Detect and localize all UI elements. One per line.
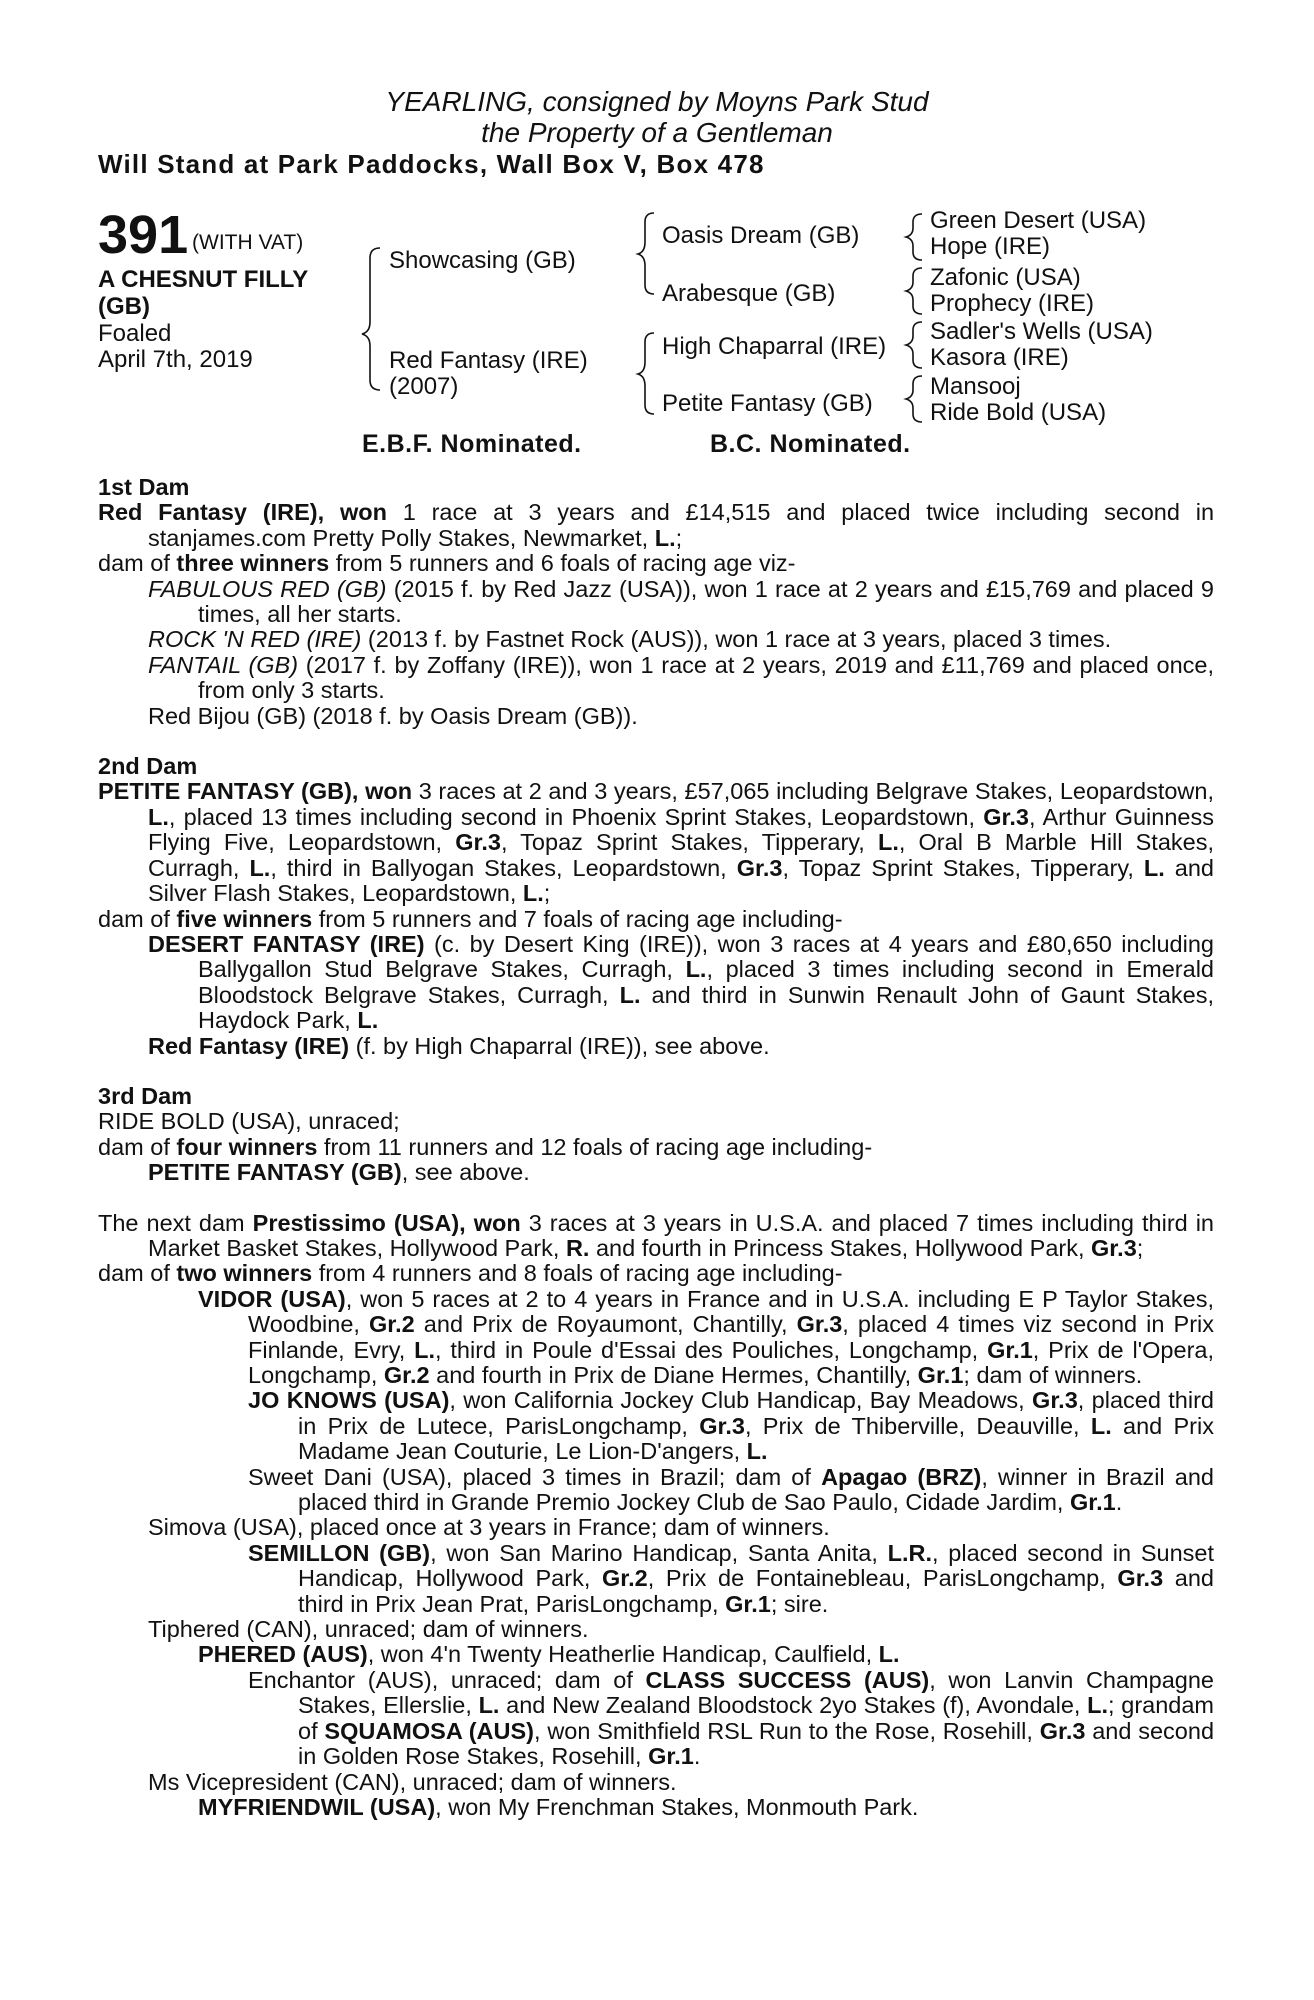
produce-phered: PHERED (AUS), won 4'n Twenty Heatherlie Handicap, Caulfield, L.	[198, 1641, 900, 1668]
produce-rock-n-red: ROCK 'N RED (IRE) (2013 f. by Fastnet Rock (AUS)), won 1 race at 3 years, placed 3 times.	[148, 626, 1112, 653]
produce-red-bijou: Red Bijou (GB) (2018 f. by Oasis Dream (GB)).	[148, 702, 638, 729]
property-line: the Property of a Gentleman	[481, 117, 833, 148]
foaled-label: Foaled	[98, 320, 172, 347]
produce-myfriendwil: MYFRIENDWIL (USA), won My Frenchman Stakes, Monmouth Park.	[198, 1793, 919, 1820]
ancestor-7: Mansooj	[930, 373, 1021, 400]
sire-brace	[638, 213, 654, 294]
second-dam-record: PETITE FANTASY (GB), won 3 races at 2 and 3 years, £57,065 including Belgrave Stakes, Leopardstown, L., placed 13 times including second in Phoenix Sprint Stakes, Leopardstown, Gr.3, Arthur Guinness Flying Five, Leopardstown, Gr.3, Topaz Sprint Stakes, Tipperary, L., Oral B Marble Hill Stakes, Curragh, L., third in Ballyogan Stakes, Leopardstown, Gr.3, Topaz Sprint Stakes, Tipperary, L. and Silver Flash Stakes, Leopardstown, L.;	[98, 778, 1214, 907]
foaled-date: April 7th, 2019	[98, 346, 253, 373]
produce-petite-fantasy: PETITE FANTASY (GB), see above.	[148, 1159, 530, 1186]
lot-number: 391	[98, 205, 189, 265]
g3-brace-2	[906, 268, 922, 314]
sire-dam: Arabesque (GB)	[662, 280, 836, 307]
next-dam-produce-summary: dam of two winners from 4 runners and 8 foals of racing age including-	[98, 1260, 843, 1287]
first-dam-record: Red Fantasy (IRE), won 1 race at 3 years and £14,515 and placed twice including second in stanjames.com Pretty Polly Stakes, Newmarket, L.;	[98, 499, 1215, 551]
produce-red-fantasy: Red Fantasy (IRE) (f. by High Chaparral (IRE)), see above.	[148, 1032, 770, 1059]
sire-name: Showcasing (GB)	[389, 247, 576, 274]
produce-tiphered: Tiphered (CAN), unraced; dam of winners.	[148, 1616, 589, 1643]
ebf-nominated: E.B.F. Nominated.	[362, 430, 582, 458]
first-dam-heading: 1st Dam	[98, 474, 190, 500]
produce-desert-fantasy: DESERT FANTASY (IRE) (c. by Desert King (IRE)), won 3 races at 4 years and £80,650 including Ballygallon Stud Belgrave Stakes, Curragh, L., placed 3 times including second in Emerald Bloodstock Belgrave Stakes, Curragh, L. and third in Sunwin Renault John of Gaunt Stakes, Haydock Park, L.	[148, 930, 1215, 1034]
third-dam-heading: 3rd Dam	[98, 1082, 193, 1109]
second-dam-produce-summary: dam of five winners from 5 runners and 7 foals of racing age including-	[98, 905, 843, 932]
produce-ms-vicepresident: Ms Vicepresident (CAN), unraced; dam of winners.	[148, 1768, 677, 1795]
ancestor-8: Ride Bold (USA)	[930, 399, 1107, 426]
g3-brace-3	[906, 322, 922, 368]
produce-semillon: SEMILLON (GB), won San Marino Handicap, Santa Anita, L.R., placed second in Sunset Handicap, Hollywood Park, Gr.2, Prix de Fontainebleau, ParisLongchamp, Gr.3 and third in Prix Jean Prat, ParisLongchamp, Gr.1; sire.	[248, 1539, 1214, 1617]
ancestor-3: Zafonic (USA)	[930, 264, 1081, 291]
second-dam-heading: 2nd Dam	[98, 753, 198, 780]
ancestor-1: Green Desert (USA)	[930, 207, 1147, 234]
catalogue-body	[98, 475, 1214, 1820]
sire-sire: Oasis Dream (GB)	[662, 222, 860, 249]
produce-vidor: VIDOR (USA), won 5 races at 2 to 4 years in France and in U.S.A. including E P Taylor Stakes, Woodbine, Gr.2 and Prix de Royaumont, Chantilly, Gr.3, placed 4 times viz second in Prix Finlande, Evry, L., third in Poule d'Essai des Pouliches, Longchamp, Gr.1, Prix de l'Opera, Longchamp, Gr.2 and fourth in Prix de Diane Hermes, Chantilly, Gr.1; dam of winners.	[198, 1285, 1215, 1388]
produce-enchantor: Enchantor (AUS), unraced; dam of CLASS SUCCESS (AUS), won Lanvin Champagne Stakes, Ellerslie, L. and New Zealand Bloodstock 2yo Stakes (f), Avondale, L.; grandam of SQUAMOSA (AUS), won Smithfield RSL Run to the Rose, Rosehill, Gr.3 and second in Golden Rose Stakes, Rosehill, Gr.1.	[248, 1666, 1215, 1770]
vat-note: (WITH VAT)	[192, 231, 304, 254]
sire-dam-brace	[362, 248, 380, 390]
produce-simova: Simova (USA), placed once at 3 years in France; dam of winners.	[148, 1514, 830, 1541]
stand-line: Will Stand at Park Paddocks, Wall Box V, Box 478	[98, 149, 765, 179]
ancestor-2: Hope (IRE)	[930, 233, 1051, 260]
lot-description: A CHESNUT FILLY	[98, 266, 309, 293]
ancestor-5: Sadler's Wells (USA)	[930, 318, 1153, 345]
g3-brace-4	[906, 376, 922, 422]
dam-dam: Petite Fantasy (GB)	[662, 390, 873, 417]
produce-fabulous-red: FABULOUS RED (GB) (2015 f. by Red Jazz (USA)), won 1 race at 2 years and £15,769 and placed 9 times, all her starts.	[148, 575, 1215, 628]
produce-sweet-dani: Sweet Dani (USA), placed 3 times in Brazil; dam of Apagao (BRZ), winner in Brazil and placed third in Grande Premio Jockey Club de Sao Paulo, Cidade Jardim, Gr.1.	[248, 1463, 1215, 1516]
third-dam-record: RIDE BOLD (USA), unraced;	[98, 1108, 400, 1135]
third-dam-produce-summary: dam of four winners from 11 runners and 12 foals of racing age including-	[98, 1133, 873, 1160]
next-dam-record: The next dam Prestissimo (USA), won 3 races at 3 years in U.S.A. and placed 7 times including third in Market Basket Stakes, Hollywood Park, R. and fourth in Princess Stakes, Hollywood Park, Gr.3;	[98, 1209, 1215, 1261]
bc-nominated: B.C. Nominated.	[710, 430, 911, 458]
consignor-line: YEARLING, consigned by Moyns Park Stud	[385, 86, 929, 117]
produce-jo-knows: JO KNOWS (USA), won California Jockey Club Handicap, Bay Meadows, Gr.3, placed third in Prix de Lutece, ParisLongchamp, Gr.3, Prix de Thiberville, Deauville, L. and Prix Madame Jean Couturie, Le Lion-D'angers, L.	[248, 1387, 1214, 1465]
first-dam-produce-summary: dam of three winners from 5 runners and 6 foals of racing age viz-	[98, 550, 796, 577]
dam-brace	[638, 333, 654, 414]
dam-name: Red Fantasy (IRE)	[389, 347, 588, 374]
ancestor-4: Prophecy (IRE)	[930, 290, 1095, 317]
produce-fantail: FANTAIL (GB) (2017 f. by Zoffany (IRE)), won 1 race at 2 years, 2019 and £11,769 and placed once, from only 3 starts.	[148, 651, 1214, 704]
g3-brace-1	[906, 214, 922, 260]
ancestor-6: Kasora (IRE)	[930, 344, 1069, 371]
dam-sire: High Chaparral (IRE)	[662, 333, 887, 360]
lot-origin: (GB)	[98, 293, 150, 320]
dam-year: (2007)	[389, 373, 459, 400]
